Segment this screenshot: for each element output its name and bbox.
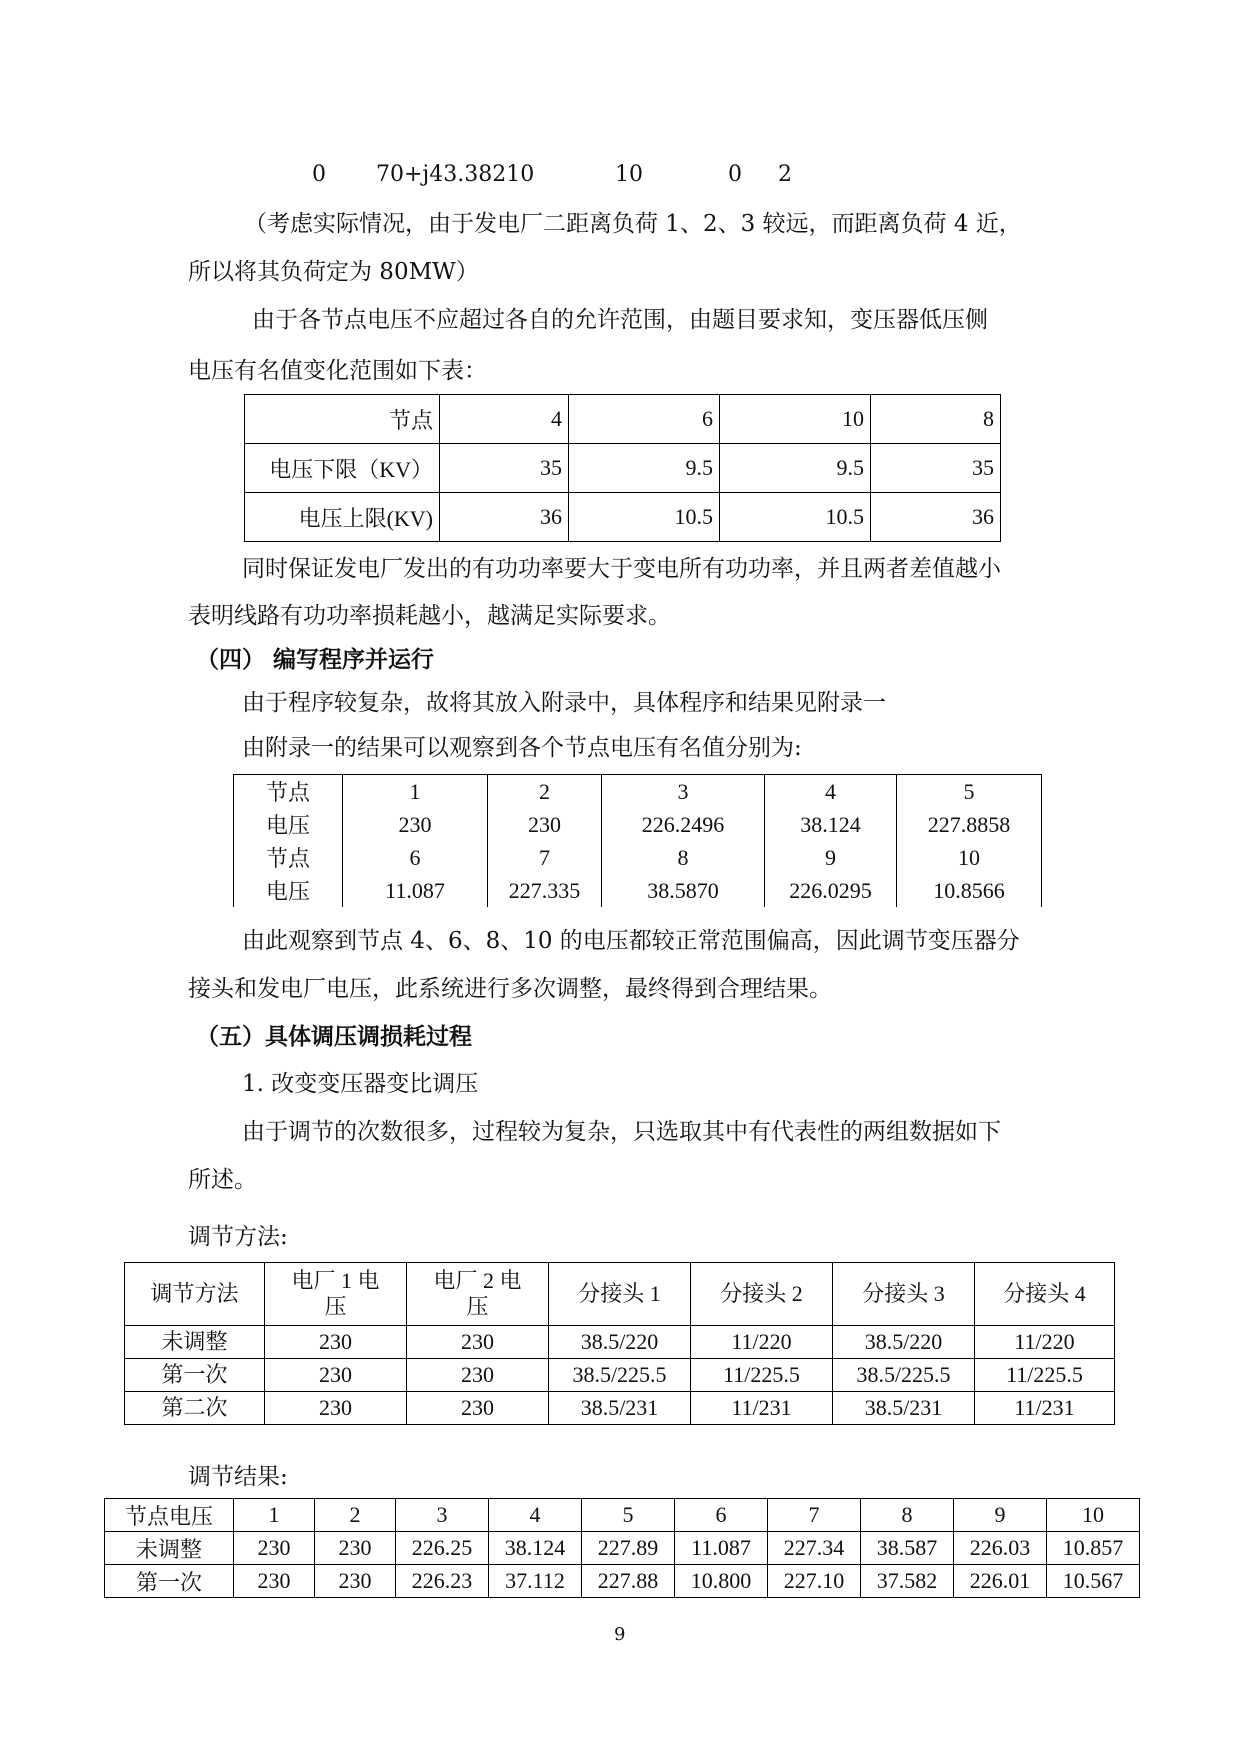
table-header-text: 电厂 1 电 压 <box>291 1268 380 1319</box>
table-cell: 3 <box>602 775 765 809</box>
table-row <box>125 1326 1115 1359</box>
table-cell: 36 <box>871 493 1001 542</box>
table-cell: 9.5 <box>569 444 720 493</box>
table-cell: 节点 <box>234 841 343 874</box>
table-cell: 227.34 <box>768 1532 861 1565</box>
voltage-range-table <box>244 394 1001 542</box>
table-row <box>105 1532 1140 1565</box>
table-cell: 2 <box>488 775 602 809</box>
paragraph: 电压有名值变化范围如下表： <box>188 358 487 384</box>
table-cell: 230 <box>234 1565 315 1598</box>
table-cell: 11/231 <box>691 1392 833 1425</box>
table-cell: 230 <box>315 1565 396 1598</box>
table-cell: 10 <box>720 395 871 444</box>
table-cell: 10.567 <box>1047 1565 1140 1598</box>
table-label: 调节结果: <box>188 1464 288 1490</box>
table-cell: 227.89 <box>582 1532 675 1565</box>
table-row <box>234 775 1042 809</box>
table-header-cell: 分接头 1 <box>549 1263 691 1326</box>
table-header-cell: 10 <box>1047 1499 1140 1532</box>
data-line-value: 2 <box>778 162 792 187</box>
table-cell: 未调整 <box>125 1326 265 1359</box>
table-cell: 节点 <box>234 775 343 809</box>
table-cell: 38.5/231 <box>833 1392 975 1425</box>
table-cell: 227.335 <box>488 874 602 907</box>
table-cell: 9.5 <box>720 444 871 493</box>
data-line <box>0 162 1241 192</box>
table-cell: 6 <box>569 395 720 444</box>
table-header-cell: 节点电压 <box>105 1499 234 1532</box>
table-cell: 11/220 <box>975 1326 1115 1359</box>
table-header-cell <box>407 1263 549 1326</box>
table-cell: 227.88 <box>582 1565 675 1598</box>
table-cell: 9 <box>765 841 897 874</box>
data-line-value: 0 <box>728 162 742 187</box>
paragraph: 表明线路有功功率损耗越小，越满足实际要求。 <box>188 603 671 629</box>
table-cell: 38.5/225.5 <box>833 1359 975 1392</box>
paragraph: 所述。 <box>188 1167 257 1193</box>
table-cell: 36 <box>440 493 569 542</box>
table-cell: 230 <box>343 808 488 841</box>
table-row <box>245 444 1001 493</box>
table-header-cell: 7 <box>768 1499 861 1532</box>
table-cell: 230 <box>265 1359 407 1392</box>
table-header-cell: 8 <box>861 1499 954 1532</box>
table-cell: 未调整 <box>105 1532 234 1565</box>
table-cell: 8 <box>871 395 1001 444</box>
table-cell: 227.8858 <box>897 808 1042 841</box>
table-cell: 230 <box>488 808 602 841</box>
table-cell: 10.857 <box>1047 1532 1140 1565</box>
table-cell: 227.10 <box>768 1565 861 1598</box>
table-cell: 7 <box>488 841 602 874</box>
table-header-cell: 6 <box>675 1499 768 1532</box>
table-cell: 230 <box>407 1392 549 1425</box>
table-header-cell: 调节方法 <box>125 1263 265 1326</box>
table-header-row <box>125 1263 1115 1326</box>
paragraph: 所以将其负荷定为 80MW） <box>188 259 479 285</box>
table-cell: 电压上限(KV) <box>245 493 440 542</box>
paragraph: 同时保证发电厂发出的有功功率要大于变电所有功功率，并且两者差值越小 <box>242 556 1001 582</box>
table-row <box>125 1392 1115 1425</box>
table-row <box>105 1565 1140 1598</box>
table-cell: 226.23 <box>396 1565 489 1598</box>
table-cell: 230 <box>407 1359 549 1392</box>
table-cell: 38.5/220 <box>549 1326 691 1359</box>
table-cell: 11.087 <box>675 1532 768 1565</box>
table-cell: 226.01 <box>954 1565 1047 1598</box>
subheading: 1. 改变变压器变比调压 <box>242 1071 479 1097</box>
table-row <box>125 1359 1115 1392</box>
table-cell: 11/220 <box>691 1326 833 1359</box>
table-cell: 37.582 <box>861 1565 954 1598</box>
table-cell: 4 <box>765 775 897 809</box>
paragraph: 由于调节的次数很多，过程较为复杂，只选取其中有代表性的两组数据如下 <box>242 1119 1001 1145</box>
paragraph: 由于程序较复杂，故将其放入附录中，具体程序和结果见附录一 <box>242 690 886 716</box>
table-cell: 1 <box>343 775 488 809</box>
table-cell: 230 <box>265 1326 407 1359</box>
table-cell: 38.587 <box>861 1532 954 1565</box>
table-cell: 10.8566 <box>897 874 1042 907</box>
table-row <box>234 874 1042 907</box>
table-header-cell: 4 <box>489 1499 582 1532</box>
table-cell: 第二次 <box>125 1392 265 1425</box>
node-voltage-table <box>233 774 1042 907</box>
table-row <box>234 808 1042 841</box>
table-cell: 38.5/225.5 <box>549 1359 691 1392</box>
table-cell: 11/225.5 <box>975 1359 1115 1392</box>
table-header-text: 电厂 2 电 压 <box>433 1268 522 1319</box>
table-cell: 节点 <box>245 395 440 444</box>
table-cell: 11/225.5 <box>691 1359 833 1392</box>
table-header-cell: 分接头 3 <box>833 1263 975 1326</box>
table-cell: 226.25 <box>396 1532 489 1565</box>
table-cell: 4 <box>440 395 569 444</box>
data-line-value: 0 <box>312 162 326 187</box>
table-cell: 10 <box>897 841 1042 874</box>
table-header-cell: 1 <box>234 1499 315 1532</box>
table-header-cell: 2 <box>315 1499 396 1532</box>
table-header-row <box>105 1499 1140 1532</box>
table-cell: 11.087 <box>343 874 488 907</box>
table-header-cell: 5 <box>582 1499 675 1532</box>
section-heading: （四） 编写程序并运行 <box>196 646 435 673</box>
data-line-value: 10 <box>615 162 643 187</box>
table-row <box>245 395 1001 444</box>
paragraph: 由于各节点电压不应超过各自的允许范围，由题目要求知，变压器低压侧 <box>252 307 988 333</box>
table-cell: 226.2496 <box>602 808 765 841</box>
table-header-cell: 3 <box>396 1499 489 1532</box>
paragraph: 由此观察到节点 4、6、8、10 的电压都较正常范围偏高，因此调节变压器分 <box>242 928 1020 954</box>
table-cell: 10.800 <box>675 1565 768 1598</box>
table-cell: 38.5870 <box>602 874 765 907</box>
table-row <box>234 841 1042 874</box>
table-label: 调节方法: <box>188 1224 288 1250</box>
table-cell: 电压 <box>234 874 343 907</box>
paragraph: 接头和发电厂电压，此系统进行多次调整，最终得到合理结果。 <box>188 976 832 1002</box>
table-cell: 226.03 <box>954 1532 1047 1565</box>
table-cell: 35 <box>440 444 569 493</box>
adjustment-result-table <box>104 1498 1140 1598</box>
table-header-cell <box>265 1263 407 1326</box>
table-header-cell: 9 <box>954 1499 1047 1532</box>
adjustment-method-table <box>124 1262 1115 1425</box>
table-cell: 226.0295 <box>765 874 897 907</box>
data-line-value: 70+j43.38210 <box>376 162 535 187</box>
paragraph: （考虑实际情况，由于发电厂二距离负荷 1、2、3 较远，而距离负荷 4 近， <box>244 211 1022 237</box>
table-cell: 230 <box>315 1532 396 1565</box>
page-number: 9 <box>614 1624 626 1645</box>
table-cell: 第一次 <box>125 1359 265 1392</box>
table-cell: 38.124 <box>765 808 897 841</box>
paragraph: 由附录一的结果可以观察到各个节点电压有名值分别为: <box>242 735 802 761</box>
table-cell: 10.5 <box>569 493 720 542</box>
table-cell: 10.5 <box>720 493 871 542</box>
table-cell: 230 <box>265 1392 407 1425</box>
table-cell: 230 <box>407 1326 549 1359</box>
table-cell: 5 <box>897 775 1042 809</box>
table-cell: 230 <box>234 1532 315 1565</box>
table-cell: 11/231 <box>975 1392 1115 1425</box>
table-cell: 38.5/220 <box>833 1326 975 1359</box>
table-cell: 37.112 <box>489 1565 582 1598</box>
table-header-cell: 分接头 4 <box>975 1263 1115 1326</box>
section-heading: （五）具体调压调损耗过程 <box>196 1023 472 1050</box>
table-cell: 35 <box>871 444 1001 493</box>
table-row <box>245 493 1001 542</box>
table-cell: 38.5/231 <box>549 1392 691 1425</box>
table-cell: 38.124 <box>489 1532 582 1565</box>
table-cell: 电压 <box>234 808 343 841</box>
table-cell: 6 <box>343 841 488 874</box>
table-cell: 第一次 <box>105 1565 234 1598</box>
table-header-cell: 分接头 2 <box>691 1263 833 1326</box>
table-cell: 电压下限（KV） <box>245 444 440 493</box>
table-cell: 8 <box>602 841 765 874</box>
